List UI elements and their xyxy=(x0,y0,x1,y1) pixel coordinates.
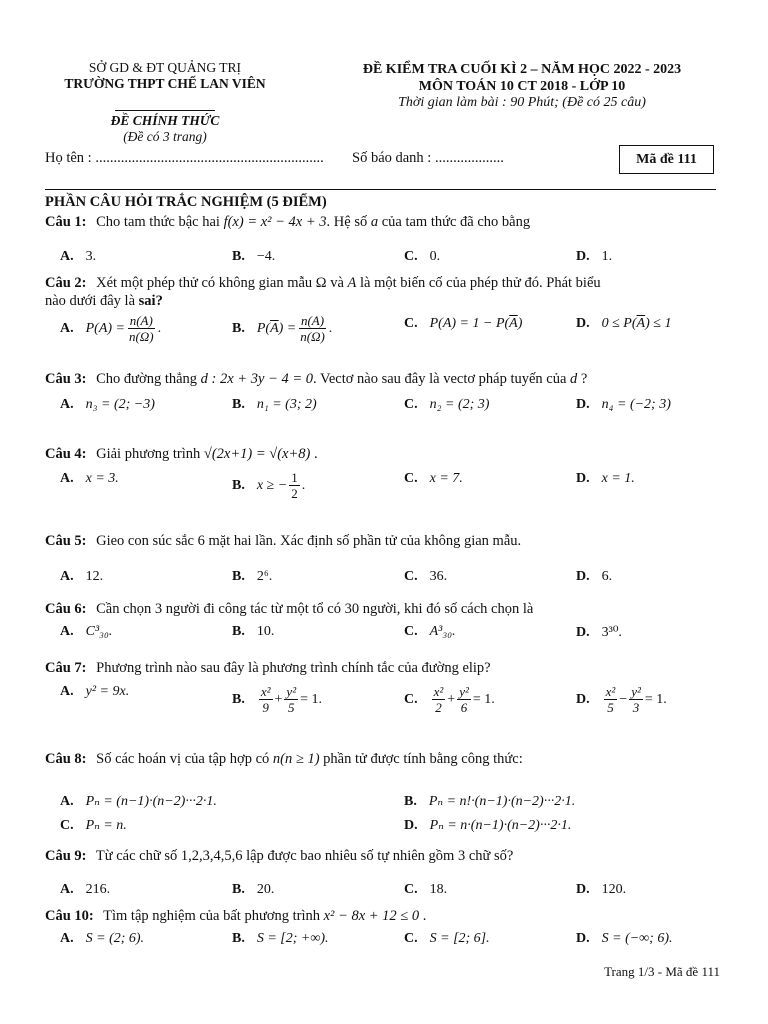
question-text: là một biến cố của phép thử đó. Phát biểu xyxy=(360,275,601,291)
page-count: (Đề có 3 trang) xyxy=(123,129,207,144)
option-letter: D. xyxy=(576,931,590,946)
complement-event: $\overline{A}$ xyxy=(636,316,646,331)
student-name-field: Họ tên : ............................................................... xyxy=(45,150,324,166)
q3-option-d[interactable] xyxy=(576,397,671,413)
q6-option-b[interactable] xyxy=(232,624,274,640)
option-formula: S = [2; 6]. xyxy=(429,931,490,946)
option-letter: C. xyxy=(404,882,418,897)
option-letter: C. xyxy=(404,691,418,707)
question-2-line2 xyxy=(45,293,163,310)
option-formula: Pₙ = n. xyxy=(85,818,127,833)
question-text: Gieo con súc sắc 6 mặt hai lần. Xác định số phần tử của không gian mẫu. xyxy=(96,533,522,549)
option-letter: B. xyxy=(232,249,245,264)
numerator: n(A) xyxy=(129,313,153,328)
q10-option-c[interactable] xyxy=(404,931,490,947)
option-letter: A. xyxy=(60,320,74,336)
q3-option-c[interactable] xyxy=(404,397,489,413)
option-text: 10. xyxy=(256,624,275,639)
option-letter: D. xyxy=(576,397,590,412)
question-text: nào dưới đây là xyxy=(45,293,136,309)
numerator: x² xyxy=(260,684,271,699)
q5-option-a[interactable] xyxy=(60,569,103,585)
q6-option-a[interactable] xyxy=(60,624,112,640)
option-letter: C. xyxy=(404,397,418,412)
option-letter: A. xyxy=(60,882,74,897)
option-letter: D. xyxy=(576,691,590,707)
official-label: ĐỀ CHÍNH THỨC xyxy=(110,113,220,128)
q7-option-c[interactable]: C. $\frac{\text{x²}}{2}$ + $\frac{\text{y²}}{6}$ = 1. xyxy=(404,684,495,715)
exam-subject: MÔN TOÁN 10 CT 2018 - LỚP 10 xyxy=(418,78,626,94)
option-letter: D. xyxy=(404,817,418,833)
question-text: phần tử được tính bằng công thức: xyxy=(323,751,523,767)
school-name: TRƯỜNG THPT CHẾ LAN VIÊN xyxy=(64,76,266,91)
question-label: Câu 7: xyxy=(45,660,87,676)
q7-option-b[interactable]: B. $\frac{\text{x²}}{9}$ + $\frac{\text{y²}}{5}$ = 1. xyxy=(232,684,322,715)
option-formula: = 1. xyxy=(300,691,322,707)
q7-option-d[interactable]: D. $\frac{\text{x²}}{5}$ − $\frac{\text{y²}}{3}$ = 1. xyxy=(576,684,667,715)
option-formula: Pₙ = (n−1)·(n−2)···2·1. xyxy=(85,794,217,809)
question-label: Câu 6: xyxy=(45,601,87,617)
option-text: 36. xyxy=(429,569,448,584)
numerator: x² xyxy=(605,684,616,699)
q9-option-b[interactable] xyxy=(232,882,274,898)
option-formula: P(A) = xyxy=(85,320,125,336)
option-letter: B. xyxy=(232,624,245,639)
exam-time-info: Thời gian làm bài : 90 Phút; (Đề có 25 câu) xyxy=(398,95,646,110)
question-label: Câu 4: xyxy=(45,446,87,462)
option-text: 3³⁰. xyxy=(601,625,622,640)
q10-option-a[interactable] xyxy=(60,931,144,947)
option-text: 0. xyxy=(429,249,441,264)
question-text: Cho đường thẳng xyxy=(96,371,198,387)
question-label: Câu 10: xyxy=(45,908,94,924)
option-letter: B. xyxy=(232,569,245,584)
header-separator xyxy=(45,189,716,190)
option-letter: B. xyxy=(232,397,245,412)
q6-option-d[interactable] xyxy=(576,624,622,641)
option-formula: y² = 9x. xyxy=(85,684,130,699)
option-text: 20. xyxy=(256,882,275,897)
question-text: Tìm tập nghiệm của bất phương trình xyxy=(103,908,320,924)
fraction xyxy=(127,313,156,344)
question-label: Câu 1: xyxy=(45,214,87,230)
question-8 xyxy=(45,751,523,768)
option-text: 3. xyxy=(85,249,97,264)
option-formula: = 1. xyxy=(644,691,667,707)
option-letter: C. xyxy=(404,931,418,946)
denominator: 9 xyxy=(262,700,269,715)
question-formula: f(x) = x² − 4x + 3 xyxy=(223,214,327,230)
option-formula: = 1. xyxy=(472,691,495,707)
q9-option-a[interactable] xyxy=(60,882,110,898)
question-text: Giải phương trình xyxy=(96,446,201,462)
numerator: y² xyxy=(286,684,297,699)
question-text: . Vectơ nào sau đây là vectơ pháp tuyến của xyxy=(312,371,567,387)
q4-option-a[interactable] xyxy=(60,471,119,487)
fraction xyxy=(298,313,327,344)
question-variable: a xyxy=(370,214,379,230)
option-letter: C. xyxy=(404,624,418,639)
question-label: Câu 5: xyxy=(45,533,87,549)
option-formula: n₁ = (3; 2) xyxy=(256,397,317,412)
option-letter: D. xyxy=(576,249,590,264)
option-letter: C. xyxy=(404,316,418,331)
option-formula: x ≥ − xyxy=(256,477,288,493)
question-formula: √(2x+1) = √(x+8) xyxy=(203,446,311,462)
q7-option-a[interactable] xyxy=(60,684,129,700)
question-mark: ? xyxy=(580,371,588,387)
fraction xyxy=(289,470,300,501)
question-variable: A xyxy=(347,275,357,291)
question-text: của tam thức đã cho bằng xyxy=(381,214,531,230)
question-variable: d xyxy=(570,371,578,387)
denominator: 6 xyxy=(460,700,468,715)
q2-option-d[interactable] xyxy=(576,316,671,332)
question-text: Từ các chữ số xyxy=(95,848,178,864)
option-text: 120. xyxy=(601,882,627,897)
option-letter: C. xyxy=(404,471,418,486)
question-label: Câu 8: xyxy=(45,751,87,767)
page-footer: Trang 1/3 - Mã đề 111 xyxy=(604,964,720,979)
question-formula: 1,2,3,4,5,6 xyxy=(180,848,243,864)
numerator: y² xyxy=(459,684,469,699)
fraction xyxy=(432,684,446,715)
question-text: Cho tam thức bậc hai xyxy=(96,214,220,230)
denominator: n(Ω) xyxy=(300,329,325,344)
option-letter: C. xyxy=(404,249,418,264)
denominator: n(Ω) xyxy=(129,329,154,344)
option-letter: A. xyxy=(60,684,74,699)
option-letter: C. xyxy=(60,817,74,833)
option-formula: C³₃₀. xyxy=(85,624,113,639)
fraction xyxy=(604,684,618,715)
denominator: 2 xyxy=(291,486,298,501)
exam-header xyxy=(330,62,714,112)
q1-option-c[interactable] xyxy=(404,249,440,265)
question-text: Xét một phép thử có không gian mẫu Ω và xyxy=(96,275,344,291)
option-formula: Pₙ = n!·(n−1)·(n−2)···2·1. xyxy=(428,794,576,809)
option-letter: D. xyxy=(576,471,590,486)
question-text: Số các hoán vị của tập hợp có xyxy=(96,751,270,767)
option-letter: B. xyxy=(232,320,245,336)
denominator: 5 xyxy=(288,700,295,715)
q1-option-a[interactable] xyxy=(60,249,96,265)
q1-option-d[interactable] xyxy=(576,249,612,265)
question-mark: ? xyxy=(155,293,163,309)
q3-option-b[interactable] xyxy=(232,397,317,413)
option-text: 6. xyxy=(601,569,613,584)
option-letter: D. xyxy=(576,624,590,640)
question-text: Cần chọn 3 người đi công tác từ một tổ có 30 người, khi đó số cách chọn là xyxy=(96,601,534,617)
question-10: Câu 10: Tìm tập nghiệm của bất phương trình x² − 8x + 12 ≤ 0 . xyxy=(45,908,427,924)
option-text: 12. xyxy=(85,569,104,584)
option-formula: 0 ≤ P( xyxy=(601,316,637,331)
option-formula: ) xyxy=(517,316,523,331)
numerator: x² xyxy=(433,684,444,699)
question-label: Câu 9: xyxy=(45,848,87,864)
question-3 xyxy=(45,371,587,388)
denominator: 2 xyxy=(435,700,442,715)
question-7 xyxy=(45,660,491,677)
option-text: 216. xyxy=(85,882,111,897)
option-text: −4. xyxy=(256,249,276,264)
option-formula: x = 1. xyxy=(601,471,635,486)
q2-option-b[interactable]: B. P( $\overline{A}$ ) = $\frac{n(A)}{n(\Omega)}$ . xyxy=(232,313,333,344)
question-1 xyxy=(45,214,530,231)
q5-option-d[interactable] xyxy=(576,569,612,585)
option-formula: S = (2; 6). xyxy=(85,931,145,946)
q5-option-b[interactable] xyxy=(232,569,272,585)
option-letter: B. xyxy=(232,931,245,946)
option-letter: B. xyxy=(404,793,417,809)
option-formula: Pₙ = n·(n−1)·(n−2)···2·1. xyxy=(429,818,572,833)
q4-option-c[interactable] xyxy=(404,471,463,487)
question-2 xyxy=(45,275,601,292)
question-label: Câu 2: xyxy=(45,275,87,291)
numerator: 1 xyxy=(291,470,298,485)
option-formula: x = 7. xyxy=(429,471,463,486)
numerator: n(A) xyxy=(300,313,325,328)
exam-code-box: Mã đề 111 xyxy=(619,145,714,174)
option-letter: A. xyxy=(60,931,74,946)
option-formula: ) = xyxy=(278,320,297,336)
numerator: y² xyxy=(631,684,641,699)
question-6 xyxy=(45,601,533,618)
denominator: 3 xyxy=(632,700,640,715)
question-text: lập được bao nhiêu số tự nhiên gồm 3 chữ số? xyxy=(246,848,514,864)
q4-option-d[interactable] xyxy=(576,471,635,487)
fraction xyxy=(457,684,471,715)
exam-title: ĐỀ KIỂM TRA CUỐI KÌ 2 – NĂM HỌC 2022 - 2023 xyxy=(362,62,682,77)
fraction xyxy=(259,684,273,715)
q10-option-b[interactable] xyxy=(232,931,329,947)
question-9 xyxy=(45,848,513,865)
option-letter: A. xyxy=(60,249,74,264)
complement-event: $\overline{A}$ xyxy=(509,316,518,331)
option-letter: B. xyxy=(232,477,245,493)
q8-option-c[interactable] xyxy=(60,817,127,834)
option-letter: A. xyxy=(60,624,74,639)
denominator: 5 xyxy=(607,700,614,715)
option-formula: S = [2; +∞). xyxy=(256,931,329,946)
question-label: Câu 3: xyxy=(45,371,87,387)
q1-option-b[interactable] xyxy=(232,249,275,265)
q10-option-d[interactable] xyxy=(576,931,673,947)
q8-option-a[interactable] xyxy=(60,793,217,810)
section-title: PHẦN CÂU HỎI TRẮC NGHIỆM (5 ĐIỂM) xyxy=(45,194,327,210)
q9-option-d[interactable] xyxy=(576,882,626,898)
question-formula: x² − 8x + 12 ≤ 0 xyxy=(323,908,420,924)
header-divider xyxy=(115,110,215,111)
school-header xyxy=(45,60,285,145)
student-id-field: Số báo danh : ................... xyxy=(352,150,504,166)
option-formula: x = 3. xyxy=(85,471,119,486)
fraction xyxy=(629,684,643,715)
option-formula: S = (−∞; 6). xyxy=(601,931,673,946)
option-text: 2⁶. xyxy=(256,569,273,584)
option-letter: D. xyxy=(576,882,590,897)
option-formula: n₃ = (2; −3) xyxy=(85,397,155,412)
q2-option-c[interactable] xyxy=(404,316,522,332)
option-letter: B. xyxy=(232,691,245,707)
option-text: 1. xyxy=(601,249,613,264)
q5-option-c[interactable] xyxy=(404,569,447,585)
department-name: SỞ GD & ĐT QUẢNG TRỊ xyxy=(88,60,242,75)
option-letter: D. xyxy=(576,316,590,331)
option-formula: P(A) = 1 − P( xyxy=(429,316,510,331)
option-letter: B. xyxy=(232,882,245,897)
question-formula: n(n ≥ 1) xyxy=(272,751,320,767)
fraction xyxy=(284,684,298,715)
q6-option-c[interactable] xyxy=(404,624,456,640)
q8-option-d[interactable] xyxy=(404,817,571,834)
option-letter: A. xyxy=(60,471,74,486)
option-letter: A. xyxy=(60,569,74,584)
option-letter: A. xyxy=(60,397,74,412)
option-letter: C. xyxy=(404,569,418,584)
emphasis-word: sai xyxy=(138,293,156,309)
q4-option-b[interactable]: B. x ≥ − $\frac{1}{2}$ . xyxy=(232,470,306,501)
option-letter: A. xyxy=(60,793,74,809)
option-formula: ) ≤ 1 xyxy=(645,316,672,331)
question-4: Câu 4: Giải phương trình √(2x+1) = √(x+8) . xyxy=(45,446,318,462)
question-5 xyxy=(45,533,521,550)
option-formula: n₄ = (−2; 3) xyxy=(601,397,671,412)
option-formula: A³₃₀. xyxy=(429,624,456,639)
question-text: . Hệ số xyxy=(326,214,368,230)
q9-option-c[interactable] xyxy=(404,882,447,898)
option-text: 18. xyxy=(429,882,448,897)
question-formula: d : 2x + 3y − 4 = 0 xyxy=(200,371,313,387)
option-formula: P( xyxy=(256,320,271,336)
question-text: Phương trình nào sau đây là phương trình chính tắc của đường elip? xyxy=(96,660,491,676)
q2-option-a[interactable]: A. P(A) = $\frac{n(A)}{n(\Omega)}$ . xyxy=(60,313,162,344)
q8-option-b[interactable] xyxy=(404,793,575,810)
complement-event: $\overline{A}$ xyxy=(270,320,279,336)
option-letter: D. xyxy=(576,569,590,584)
q3-option-a[interactable] xyxy=(60,397,155,413)
option-formula: n₂ = (2; 3) xyxy=(429,397,490,412)
